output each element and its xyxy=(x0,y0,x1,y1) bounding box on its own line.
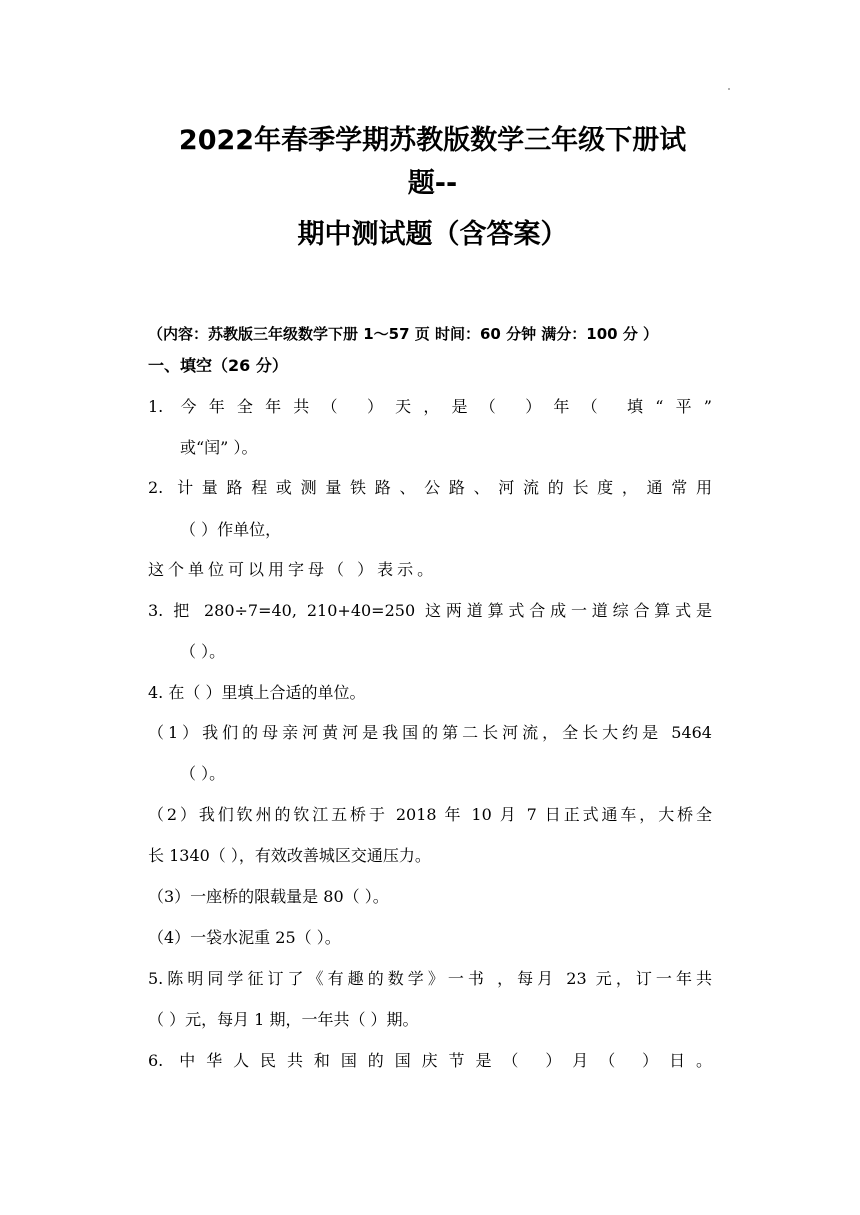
doc-title-line-1: 2022年春季学期苏教版数学三年级下册试 xyxy=(178,125,687,156)
doc-title-line-2: 题-- xyxy=(407,168,458,199)
question-5-line-1: 5.陈明同学征订了《有趣的数学》一书 ，每月 23 元，订一年共 xyxy=(148,969,712,988)
section-fill-blank: 一、填空（26 分） xyxy=(148,356,288,375)
question-1-line-1: 1. 今年全年共（ ）天，是（ ）年（ 填“平” xyxy=(148,397,712,416)
question-4-line-1: 4. 在（ ）里填上合适的单位。 xyxy=(148,683,366,702)
question-4-sub-1-cont: （ ）。 xyxy=(180,764,226,783)
question-1-line-2: 或“闰” ）。 xyxy=(180,438,258,457)
question-2-line-3: 这个单位可以用字母（ ）表示。 xyxy=(148,560,438,579)
question-4-sub-3: （3）一座桥的限载量是 80（ ）。 xyxy=(148,887,389,906)
question-4-sub-2-cont: 长 1340（ ），有效改善城区交通压力。 xyxy=(148,846,431,865)
exam-info: （内容：苏教版三年级数学下册 1～57 页 时间：60 分钟 满分：100 分 ） xyxy=(148,325,659,343)
question-6-line-1: 6. 中华人民共和国的国庆节是（ ）月（ ）日。 xyxy=(148,1051,712,1070)
question-4-sub-2: （2）我们钦州的钦江五桥于 2018 年 10 月 7 日正式通车，大桥全 xyxy=(148,805,712,824)
question-2-line-2: （ ）作单位， xyxy=(180,520,282,539)
page-dot xyxy=(728,88,730,90)
question-3-line-2: （ ）。 xyxy=(180,642,226,661)
question-4-sub-1: （1）我们的母亲河黄河是我国的第二长河流，全长大约是 5464 xyxy=(148,723,712,742)
question-3-line-1: 3. 把 280÷7=40, 210+40=250 这两道算式合成一道综合算式是 xyxy=(148,601,712,620)
question-5-line-2: （ ）元，每月 1 期，一年共（ ）期。 xyxy=(148,1010,419,1029)
doc-title-line-3: 期中测试题（含答案） xyxy=(297,219,568,250)
question-2-line-1: 2. 计量路程或测量铁路、公路、河流的长度，通常用 xyxy=(148,478,712,497)
question-4-sub-4: （4）一袋水泥重 25（ ）。 xyxy=(148,928,341,947)
